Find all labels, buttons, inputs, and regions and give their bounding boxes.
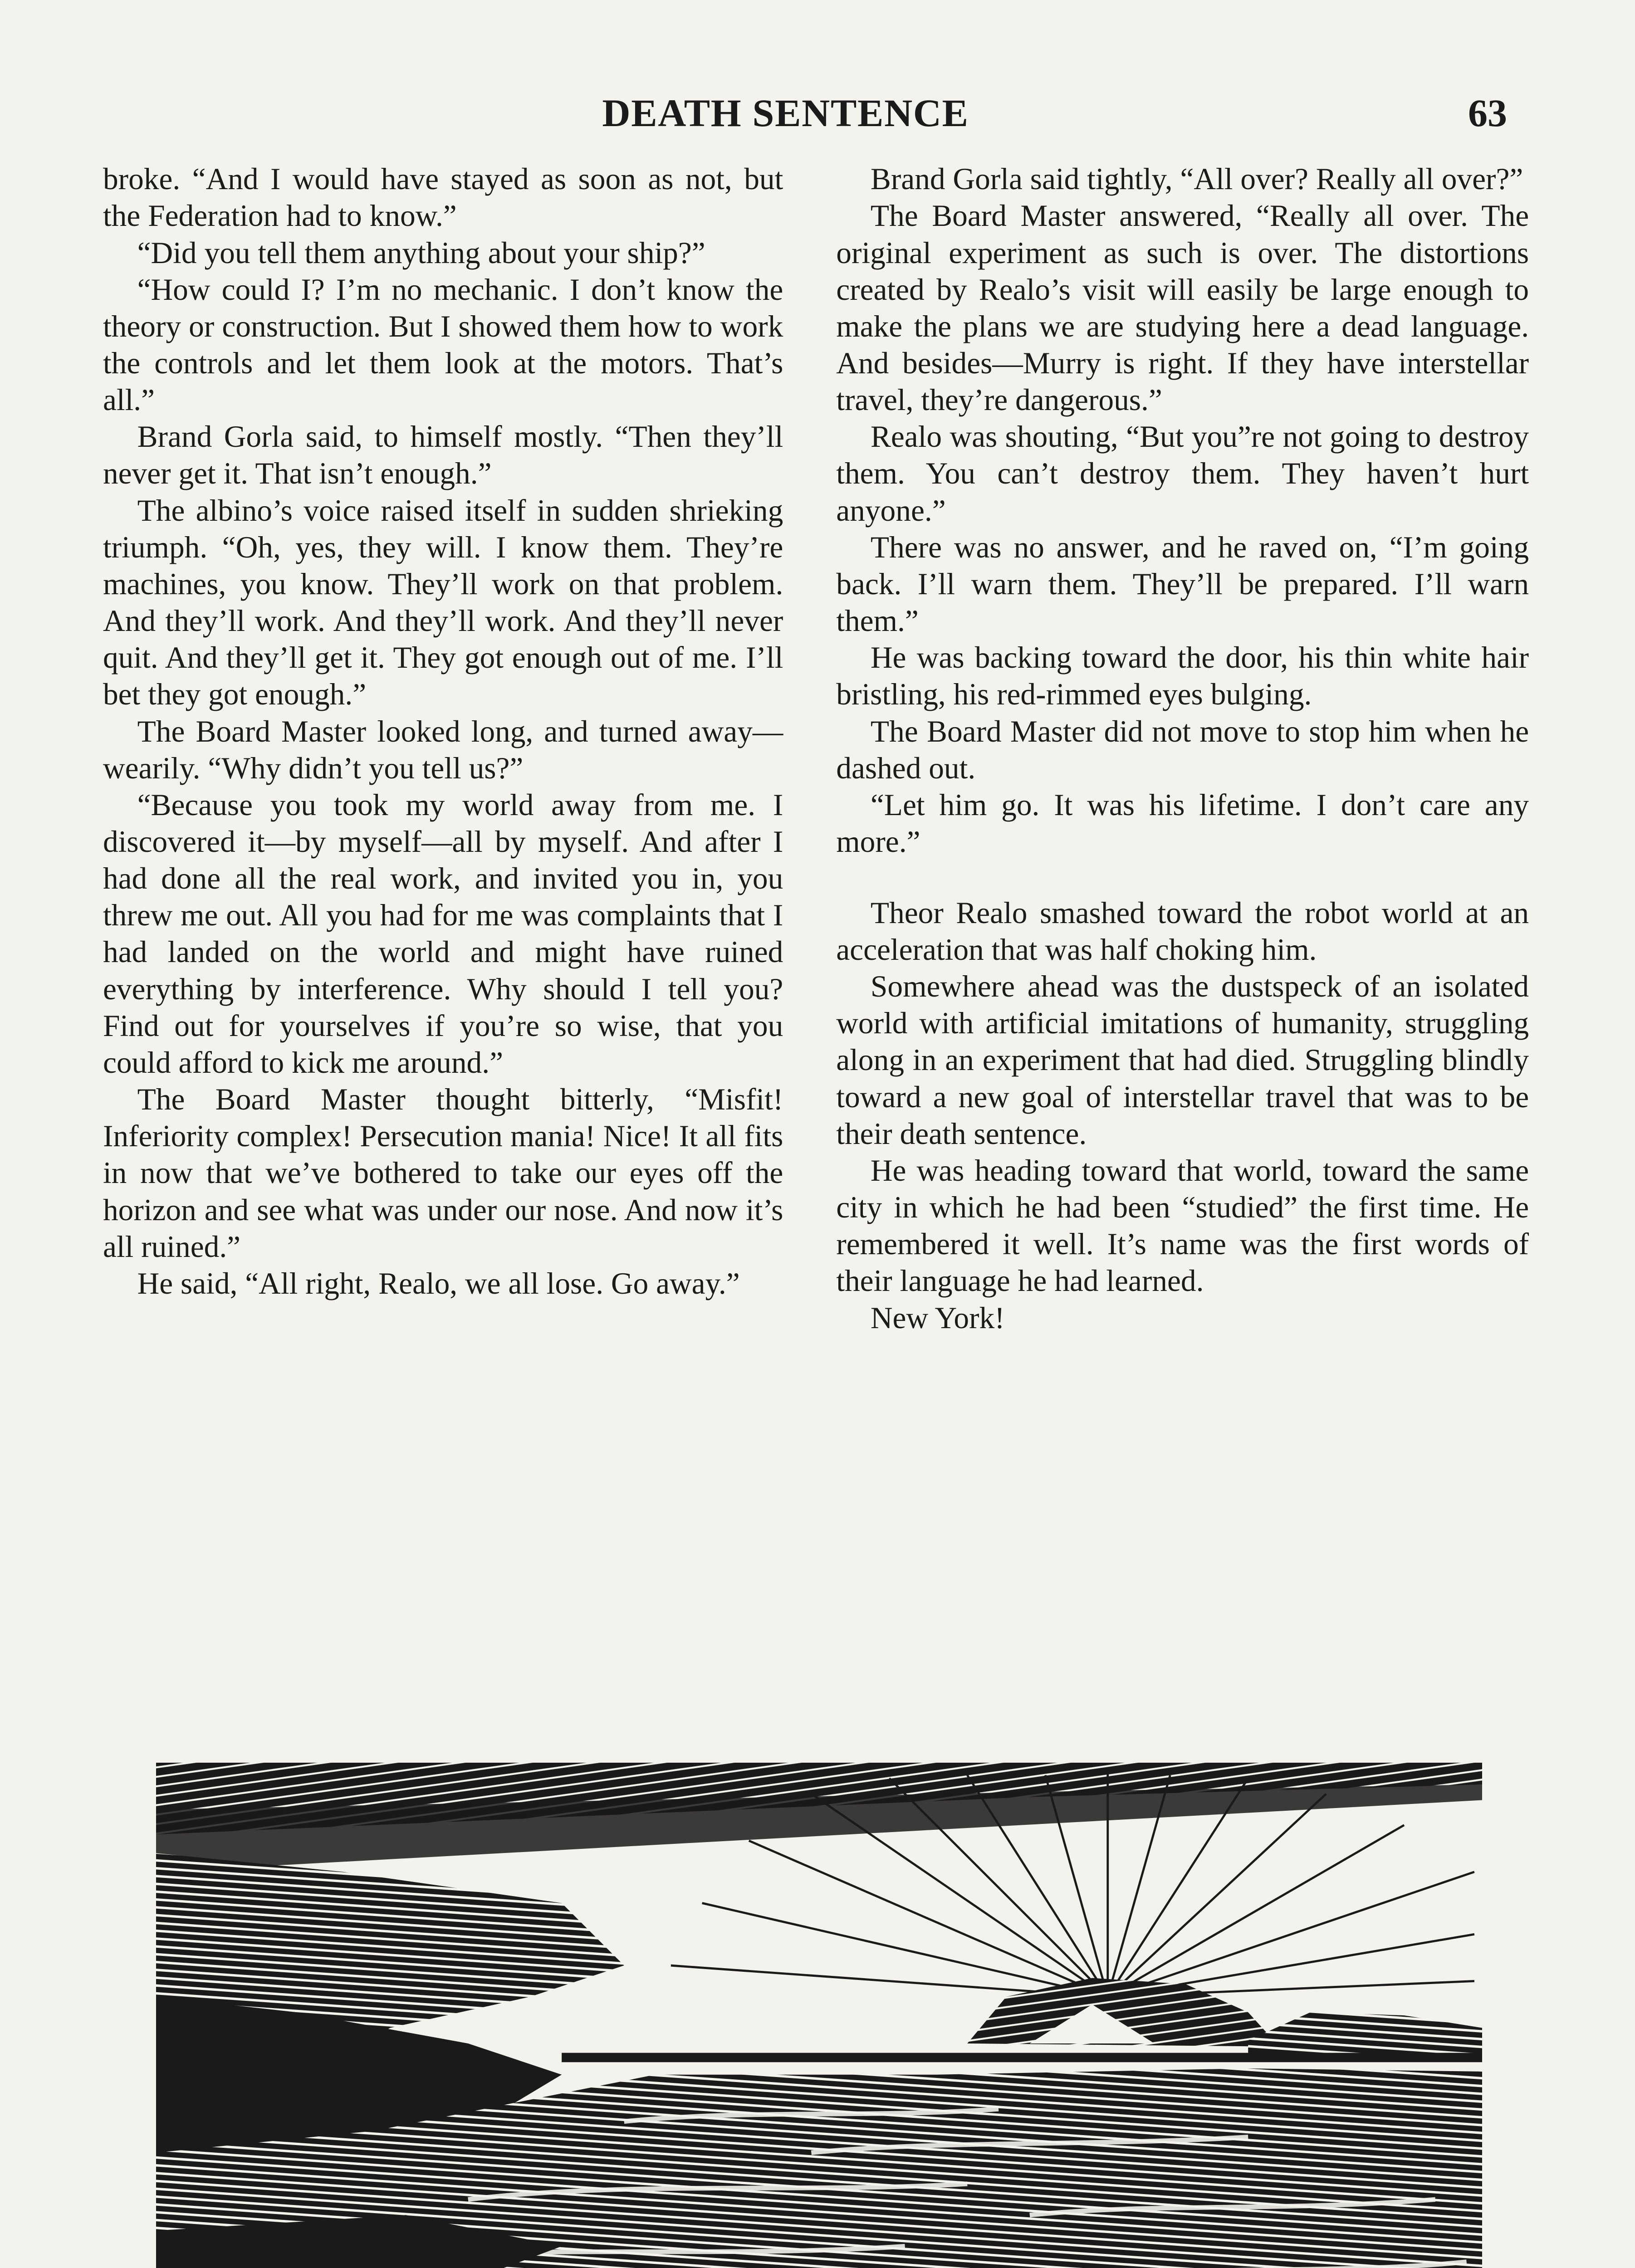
paragraph: He was backing toward the door, his thin white hair bristling, his red-rimmed eyes bulging.	[836, 640, 1529, 712]
paragraph: Brand Gorla said tightly, “All over? Really all over?”	[870, 162, 1523, 196]
paragraph: The Board Master answered, “Really all over. The original experiment as such is over. The distortions created by Realo’s visit will easily be large enough to make the plans we are studying here a dead language. And besides—Murry is right. If they have interstellar travel, they’re dangerous.”	[836, 199, 1529, 417]
paragraph: He was heading toward that world, toward the same city in which he had been “studied” the first time. He remembered it well. It’s name was the first words of their language he had learned.	[836, 1153, 1529, 1298]
paragraph: The albino’s voice raised itself in sudden shrieking triumph. “Oh, yes, they will. I know them. They’re machines, you know. They’ll work on that problem. And they’ll work. And they’ll work. And they’ll never quit. And they’ll get it. They got enough out of me. I’ll bet they got enough.”	[103, 493, 783, 712]
paragraph: Realo was shouting, “But you”re not going to destroy them. You can’t destroy them. They haven’t hurt anyone.”	[836, 420, 1529, 528]
paragraph: He said, “All right, Realo, we all lose. Go away.”	[137, 1266, 740, 1300]
paragraph: The Board Master thought bitterly, “Misfit! Inferiority complex! Persecution mania! Nice! It all fits in now that we’ve bothered to take our eyes off the horizon and see what was under our nose. And now it’s all ruined.”	[103, 1082, 783, 1264]
paragraph: The Board Master did not move to stop him when he dashed out.	[836, 714, 1529, 785]
sunrise-landscape-illustration	[156, 1763, 1482, 2268]
paragraph: “Because you took my world away from me. I discovered it—by myself—all by myself. And after I had done all the real work, and invited you in, you threw me out. All you had for me was complaints that I had landed on the world and might have ruined everything by interference. Why should I tell you? Find out for yourselves if you’re so wise, that you could afford to kick me around.”	[103, 787, 783, 1080]
page-number: 63	[1468, 91, 1507, 135]
paragraph: “How could I? I’m no mechanic. I don’t know the theory or construction. But I showed them how to work the controls and let them look at the motors. That’s all.”	[103, 272, 783, 417]
paragraph: Brand Gorla said, to himself mostly. “Then they’ll never get it. That isn’t enough.”	[103, 420, 783, 491]
paragraph: There was no answer, and he raved on, “I’m going back. I’ll warn them. They’ll be prepared. I’ll warn them.”	[836, 530, 1529, 638]
paragraph: New York!	[870, 1300, 1005, 1335]
paragraph: Somewhere ahead was the dustspeck of an isolated world with artificial imitations of humanity, struggling along in an experiment that had died. Struggling blindly toward a new goal of interstellar travel that was to be their death sentence.	[836, 969, 1529, 1151]
right-text-column	[836, 161, 1529, 1336]
paragraph: broke. “And I would have stayed as soon as not, but the Federation had to know.”	[103, 162, 783, 233]
left-text-column	[103, 161, 783, 1302]
paragraph: The Board Master looked long, and turned away—wearily. “Why didn’t you tell us?”	[103, 714, 783, 785]
paragraph: “Did you tell them anything about your ship?”	[137, 235, 705, 270]
page-header	[0, 90, 1635, 143]
running-title: DEATH SENTENCE	[602, 91, 969, 135]
paragraph: “Let him go. It was his lifetime. I don’t care any more.”	[836, 787, 1529, 859]
paragraph: Theor Realo smashed toward the robot world at an acceleration that was half choking him.	[836, 895, 1529, 967]
